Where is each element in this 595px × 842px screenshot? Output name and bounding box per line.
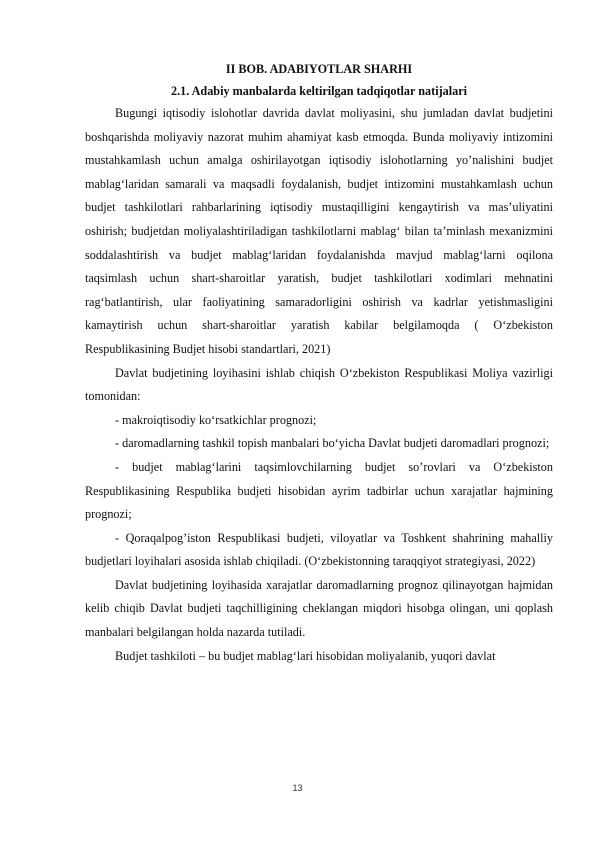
list-item: - Qoraqalpog’iston Respublikasi budjeti, viloyatlar va Toshkent shahrining mahalliy budjetlari loyihalari asosida ishlab chiqiladi. (O‘zbekistonning taraqqiyot strategiyasi, 2022): [85, 530, 553, 569]
list-item: - makroiqtisodiy ko‘rsatkichlar prognozi;: [115, 412, 317, 427]
section-title: 2.1. Adabiy manbalarda keltirilgan tadqiqotlar natijalari: [170, 84, 468, 98]
paragraph: Budjet tashkiloti – bu budjet mablag‘lari hisobidan moliyalanib, yuqori davlat: [115, 648, 496, 663]
paragraph: Davlat budjetining loyihasida xarajatlar daromadlarning prognoz qilinayotgan hajmidan kelib chiqib Davlat budjeti taqchilligining cheklangan miqdori hisobga olingan, uni qoplash manbalari belgilangan holda nazarda tutiladi.: [85, 577, 553, 640]
paragraph: Bugungi iqtisodiy islohotlar davrida davlat moliyasini, shu jumladan davlat budjetini boshqarishda moliyaviy nazorat muhim ahamiyat kasb etmoqda. Bunda moliyaviy intizomini mustahkamlash uchun amalga oshirilayotgan iqtisodiy islohotlarning yo’nalishini budjet mablag‘laridan samarali va maqsadli foydalanish, budjet intizomini mustahkamlash uchun budjet tashkilotlari rahbarlarining iqtisodiy mustaqilligini kengaytirish va mas’uliyatini oshirish; budjetdan moliyalashtiriladigan tashkilotlarni mablag‘ bilan ta’minlash mexanizmini soddalashtirish va budjet mablag‘laridan foydalanishda mavjud mablag‘larni oqilona taqsimlash uchun shart-sharoitlar yaratish, budjet tashkilotlari xodimlari mehnatini rag‘batlantirish, ular faoliyatining samaradorligini oshirish va kadrlar yetishmasligini kamaytirish uchun shart-sharoitlar yaratish kabilar belgilamoqda ( O‘zbekiston Respublikasining Budjet hisobi standartlari, 2021): [85, 106, 553, 356]
page-number: 13: [292, 783, 303, 793]
list-item: - daromadlarning tashkil topish manbalari bo‘yicha Davlat budjeti daromadlari prognozi;: [115, 436, 550, 451]
paragraph: Davlat budjetining loyihasini ishlab chiqish O‘zbekiston Respublikasi Moliya vazirligi tomonidan:: [85, 365, 553, 404]
document-page: [85, 58, 553, 668]
list-item: - budjet mablag‘larini taqsimlovchilarning budjet so’rovlari va O‘zbekiston Respublikasining Respublika budjeti hisobidan ayrim tadbirlar uchun xarajatlar hajmining prognozi;: [85, 459, 553, 522]
chapter-title: II BOB. ADABIYOTLAR SHARHI: [225, 62, 413, 76]
